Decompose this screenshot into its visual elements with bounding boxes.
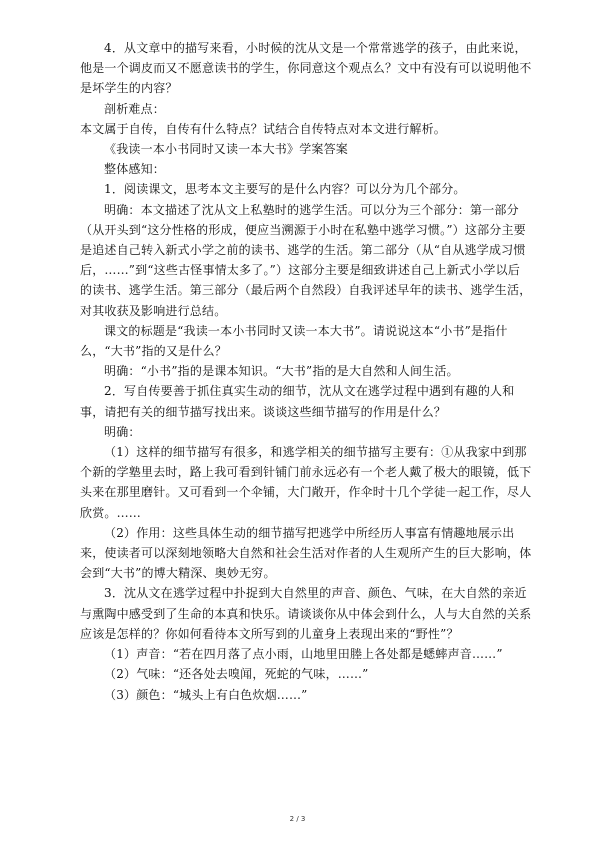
title-answer-paragraph: 明确：“小书”指的是课本知识。“大书”指的是大自然和人间生活。 (104, 364, 459, 379)
page-number: 2 / 3 (289, 815, 306, 823)
difficulty-text: 本文属于自传，自传有什么特点？试结合自传特点对本文进行解析。 (80, 121, 447, 136)
title-question-paragraph: 课文的标题是“我读一本小书同时又读一本大书”。请说说这本“小书”是指什么，“大书”指的又是什么？ (80, 323, 508, 359)
question-1-paragraph: 1．阅读课文，思考本文主要写的是什么内容？可以分为几个部分。 (104, 182, 466, 197)
answer-3-color: （3）颜色：“城头上有白色炊烟……” (104, 687, 308, 702)
answer-3-smell: （2）气味：“还各处去嗅闻，死蛇的气味，……” (104, 667, 369, 682)
document-body (80, 38, 532, 705)
answer-2-heading: 明确： (104, 424, 141, 439)
question-2-paragraph: 2．写自传要善于抓住真实生动的细节，沈从文在逃学过程中遇到有趣的人和事，请把有关的细节描写找出来。谈谈这些细节描写的作用是什么？ (80, 384, 515, 419)
answer-3-sound: （1）声音：“若在四月落了点小雨，山地里田塍上各处都是蟋蟀声音……” (104, 647, 503, 662)
overall-heading: 整体感知： (104, 162, 166, 177)
answer-title: 《我读一本小书同时又读一本大书》学案答案 (104, 142, 349, 157)
question-3-paragraph: 3．沈从文在逃学过程中扑捉到大自然里的声音、颜色、气味，在大自然的亲近与熏陶中感受到了生命的本真和快乐。请谈谈你从中体会到什么，人与大自然的关系应该是怎样的？你如何看待本文所写到的儿童身上表现出来的“野性”？ (80, 586, 532, 641)
question-4-paragraph: 4．从文章中的描写来看，小时候的沈从文是一个常常逃学的孩子，由此来说，他是一个调皮而又不愿意读书的学生，你同意这个观点么？文中有没有可以说明他不是坏学生的内容？ (80, 41, 532, 96)
answer-2-point-2: （2）作用：这些具体生动的细节描写把逃学中所经历人事富有情趣地展示出来，使读者可以深刻地领略大自然和社会生活对作者的人生观所产生的巨大影响，体会到“大书”的博大精深、奥妙无穷。 (80, 525, 532, 581)
answer-1-paragraph: 明确：本文描述了沈从文上私塾时的逃学生活。可以分为三个部分：第一部分（从开头到“这分性格的形成，便应当溯源于小时在私塾中逃学习惯。”）这部分主要是追述自己转入新式小学之前的读书、逃学的生活。第二部分（从“自从逃学成习惯后，……”到“这些古怪事情太多了。”）这部分主要是细致讲述自己上新式小学以后的读书、逃学生活。第三部分（最后两个自然段）自我评述早年的读书、逃学生活，对其收获及影响进行总结。 (80, 202, 532, 318)
answer-2-point-1: （1）这样的细节描写有很多，和逃学相关的细节描写主要有：①从我家中到那个新的学塾里去时，路上我可看到针铺门前永远必有一个老人戴了极大的眼镜，低下头来在那里磨针。又可看到一个伞铺，大门敞开，作伞时十几个学徒一起工作，尽人欣赏。…… (80, 445, 532, 520)
difficulty-heading: 剖析难点： (104, 101, 166, 116)
